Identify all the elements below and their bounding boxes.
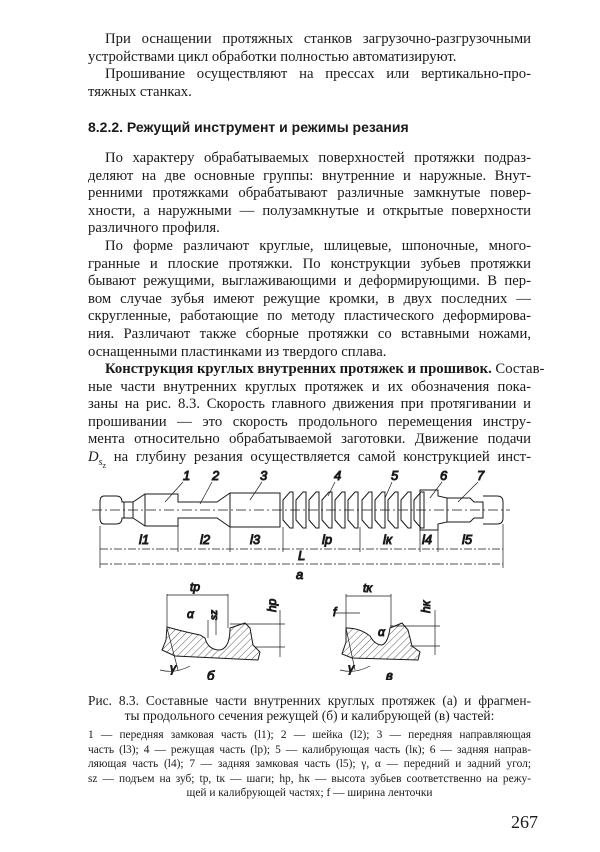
text-line [88,361,545,379]
text-line: бывают режущими, выглаживающими и деформирующими. В пер- [88,273,531,290]
text-line: скругленные, работающие по методу пластического деформирова- [88,308,531,325]
paragraph-loading-devices [88,31,531,66]
figure-broach [90,460,530,680]
label-a: а [296,567,304,582]
text-line: устройствами цикл обработки полностью автоматизируют. [88,48,457,65]
page-number: 267 [511,812,538,832]
dim-l5: l5 [462,532,473,547]
dim-l3: l3 [250,532,261,547]
dim-total-L: L [298,548,306,563]
text-run: на глубину резания осуществляется самой конструкцией инст- [106,448,531,465]
text-line: заны на рис. 8.3. Скорость главного движения при протягивании и [88,396,531,413]
part-number-5: 5 [391,468,399,483]
run-in-heading: Конструкция круглых внутренних протяжек и прошивок. [105,361,492,377]
label-gamma-v: γ [348,661,354,675]
part-number-1: 1 [183,468,191,483]
dim-l4: l4 [422,532,433,547]
text-line: вом случае зубья имеют режущие кромки, в двух последних — [88,290,531,307]
label-b: б [207,668,215,680]
paragraph-broach-shapes [88,238,531,361]
legend-line: 1 — передняя замковая часть (l1); 2 — шейка (l2); 3 — передняя направляющая [88,729,531,741]
part-number-4: 4 [334,468,342,483]
text-line: прошивании — это скорость продольного перемещения инстру- [88,413,531,430]
text-line: мента относительно обрабатываемой заготовки. Движение подачи [88,431,531,448]
figure-caption-title [88,693,531,723]
paragraph-round-broaches [88,361,545,475]
caption-line: Рис. 8.3. Составные части внутренних круглых протяжек (а) и фрагмен- [88,693,531,708]
text-line: тяжных станках. [88,83,192,100]
text-run: Состав- [491,361,545,377]
section-heading: 8.2.2. Режущий инструмент и режимы резания [88,119,409,135]
legend-line: щей и калибрующей частях; f — ширина ленточки [186,787,433,800]
part-number-3: 3 [260,468,268,483]
label-hp: hр [265,598,279,612]
dim-lk: lк [383,532,393,547]
text-line: По форме различают круглые, шлицевые, шпоночные, много- [105,238,531,254]
label-hk: hк [419,600,433,613]
label-alpha-v: α [378,625,385,639]
legend-line: sz — подъем на зуб; tр, tк — шаги; hр, hк — высота зубьев соответственно на режу- [88,772,531,785]
label-f: f [333,605,337,619]
paragraph-broach-groups [88,150,531,238]
part-number-2: 2 [212,468,220,483]
symbol-subsub: z [102,460,107,470]
label-alpha-b: α [187,607,194,621]
text-line: различного профиля. [88,220,220,237]
dim-l1: l1 [139,532,150,547]
paragraph-piercing [88,66,531,101]
text-line: ния. Различают также сборные протяжки со вставными ножами, [88,325,531,342]
part-number-6: 6 [440,468,448,483]
text-line: деляют на две основные группы: внутренние и наружные. Внут- [88,167,531,184]
text-line: По характеру обрабатываемых поверхностей протяжки подраз- [105,150,531,166]
dim-lp: lр [322,532,333,547]
text-line: оснащенными пластинками из твердого сплава. [88,343,387,360]
part-number-7: 7 [477,468,485,483]
figure-caption-legend [88,728,531,801]
text-line: хности, а наружными — полузамкнутые и открытые поверхности [88,202,531,219]
label-gamma-b: γ [170,661,176,675]
text-line: ные части внутренних круглых протяжек и их обозначения пока- [88,378,531,395]
legend-line: часть (l3); 4 — режущая часть (lр); 5 — калибрующая часть (lк); 6 — задняя направ- [88,743,531,756]
label-tp: tр [190,580,201,594]
dim-l2: l2 [200,532,211,547]
caption-line: ты продольного сечения режущей (б) и калибрующей (в) частей: [124,708,495,723]
label-v: в [386,668,393,680]
label-sz: sz [209,610,220,620]
text-line: ренними протяжками обрабатывают различные замкнутые повер- [88,185,531,202]
symbol: D [88,448,99,465]
text-line: При оснащении протяжных станков загрузочно-разгрузочными [105,31,531,47]
label-tk: tк [363,581,372,595]
text-line: гранные и плоские протяжки. По конструкции зубьев протяжки [88,255,531,272]
legend-line: ляющая часть (l4); 7 — задняя замковая часть (l5); γ, α — передний и задний угол; [88,758,531,771]
text-line: Прошивание осуществляют на прессах или вертикально-про- [105,66,531,82]
symbol-sub: s [98,456,103,468]
